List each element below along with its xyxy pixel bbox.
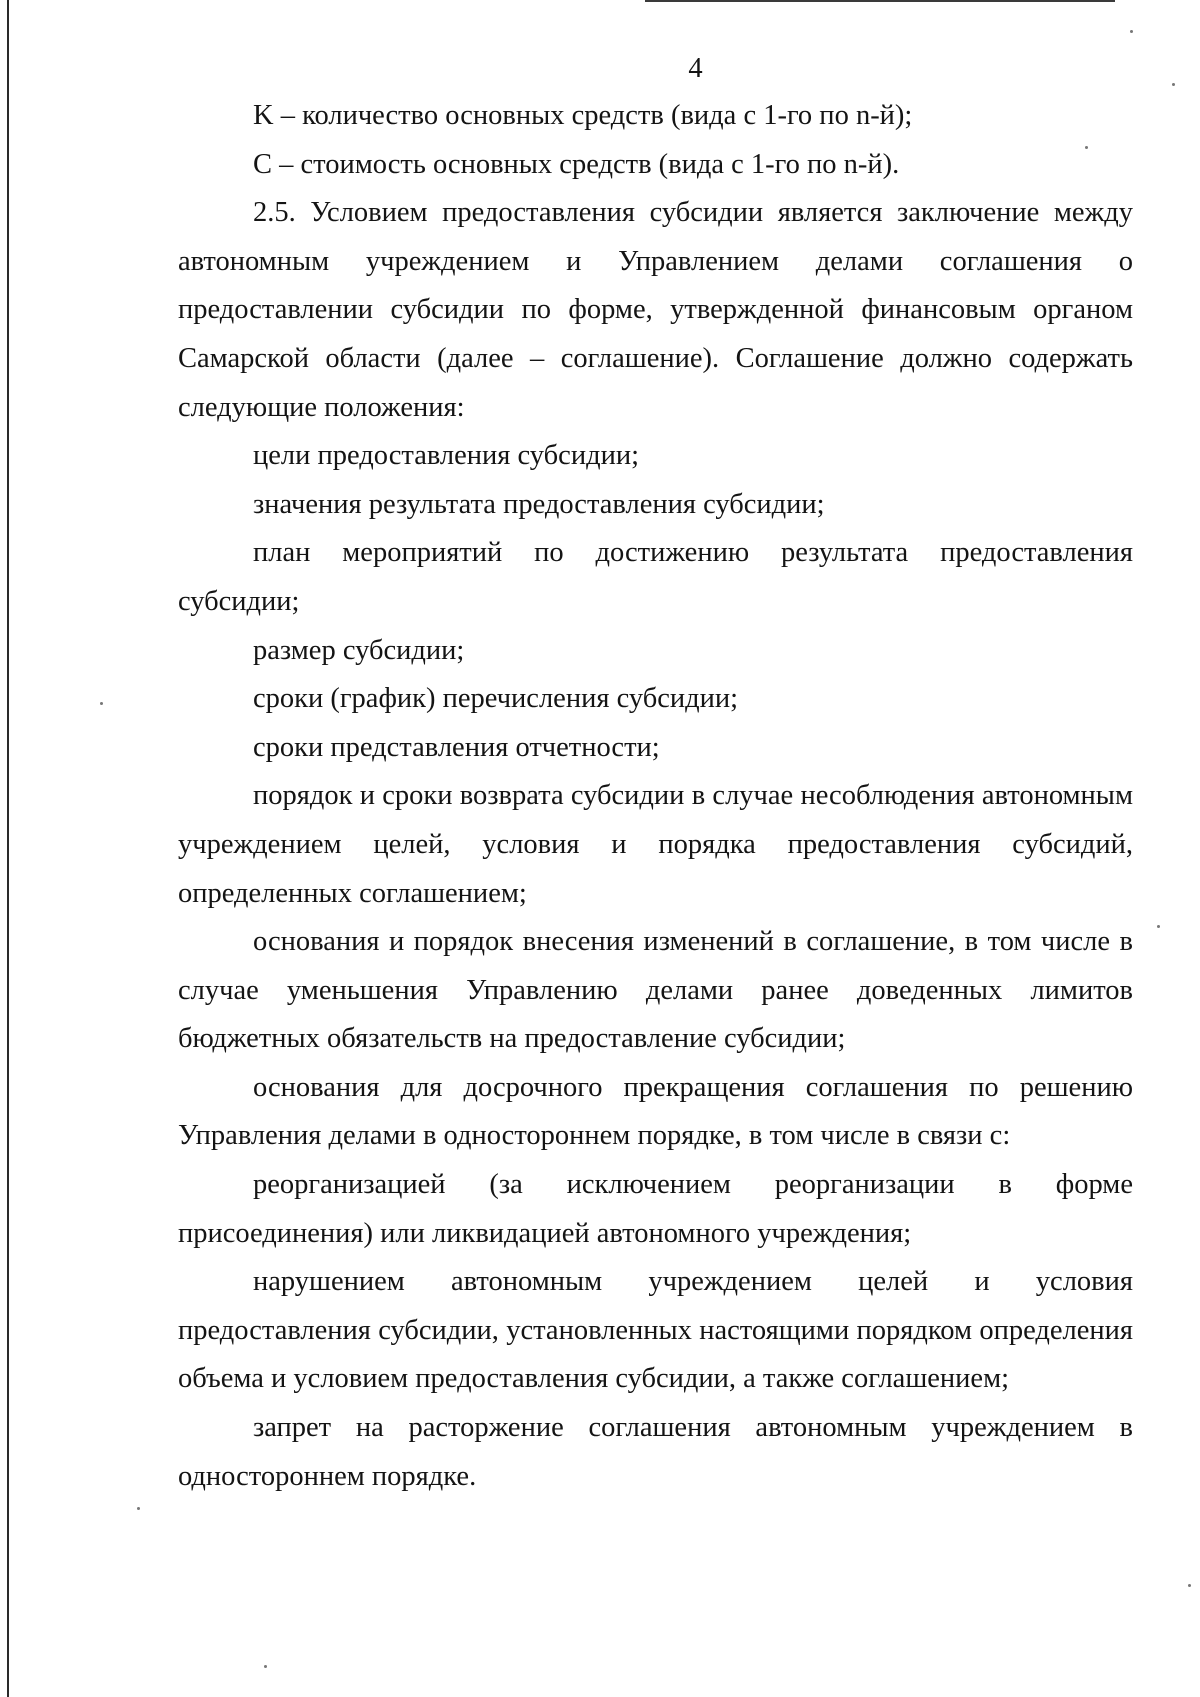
- document-body: [178, 92, 1133, 1501]
- scan-speck: [264, 1665, 267, 1668]
- document-page: [178, 52, 1133, 1501]
- scan-speck: [1085, 146, 1088, 149]
- scan-speck: [100, 702, 103, 705]
- list-item: основания и порядок внесения изменений в соглашение, в том числе в случае уменьшения Управлению делами ранее доведенных лимитов бюджетных обязательств на предоставление субсидии;: [178, 926, 1133, 1055]
- list-item: сроки представления отчетности;: [253, 731, 660, 763]
- list-item: порядок и сроки возврата субсидии в случае несоблюдения автономным учреждением целей, условия и порядка предоставления субсидий, определенных соглашением;: [178, 780, 1133, 909]
- scan-edge-left: [7, 0, 9, 1697]
- list-item: план мероприятий по достижению результата предоставления субсидии;: [178, 537, 1133, 617]
- page-number: 4: [688, 53, 703, 84]
- list-item: запрет на расторжение соглашения автономным учреждением в одностороннем порядке.: [178, 1412, 1133, 1492]
- paragraph-c-definition: С – стоимость основных средств (вида с 1-го по n-й).: [253, 148, 900, 180]
- list-item: основания для досрочного прекращения соглашения по решению Управления делами в одностороннем порядке, в том числе в связи с:: [178, 1071, 1133, 1152]
- paragraph-2-5: 2.5. Условием предоставления субсидии является заключение между автономным учреждением и Управлением делами соглашения о предоставлении субсидии по форме, утвержденной финансовым органом Самарской области (далее – соглашение). Соглашение должно содержать следующие положения:: [178, 197, 1133, 423]
- scan-speck: [1172, 83, 1175, 86]
- list-item: размер субсидии;: [253, 634, 465, 666]
- scan-speck: [137, 1507, 140, 1510]
- list-item: реорганизацией (за исключением реорганизации в форме присоединения) или ликвидацией автономного учреждения;: [178, 1169, 1133, 1249]
- list-item: значения результата предоставления субсидии;: [253, 488, 825, 520]
- scan-speck: [1188, 1584, 1191, 1587]
- paragraph-k-definition: K – количество основных средств (вида с 1-го по n-й);: [253, 100, 913, 131]
- list-item: нарушением автономным учреждением целей и условия предоставления субсидии, установленных настоящими порядком определения объема и условием предоставления субсидии, а также соглашением;: [178, 1266, 1133, 1395]
- list-item: сроки (график) перечисления субсидии;: [253, 683, 739, 715]
- scan-edge-top: [645, 0, 1115, 2]
- scan-speck: [1157, 925, 1160, 928]
- list-item: цели предоставления субсидии;: [253, 440, 640, 472]
- scan-speck: [1130, 30, 1133, 33]
